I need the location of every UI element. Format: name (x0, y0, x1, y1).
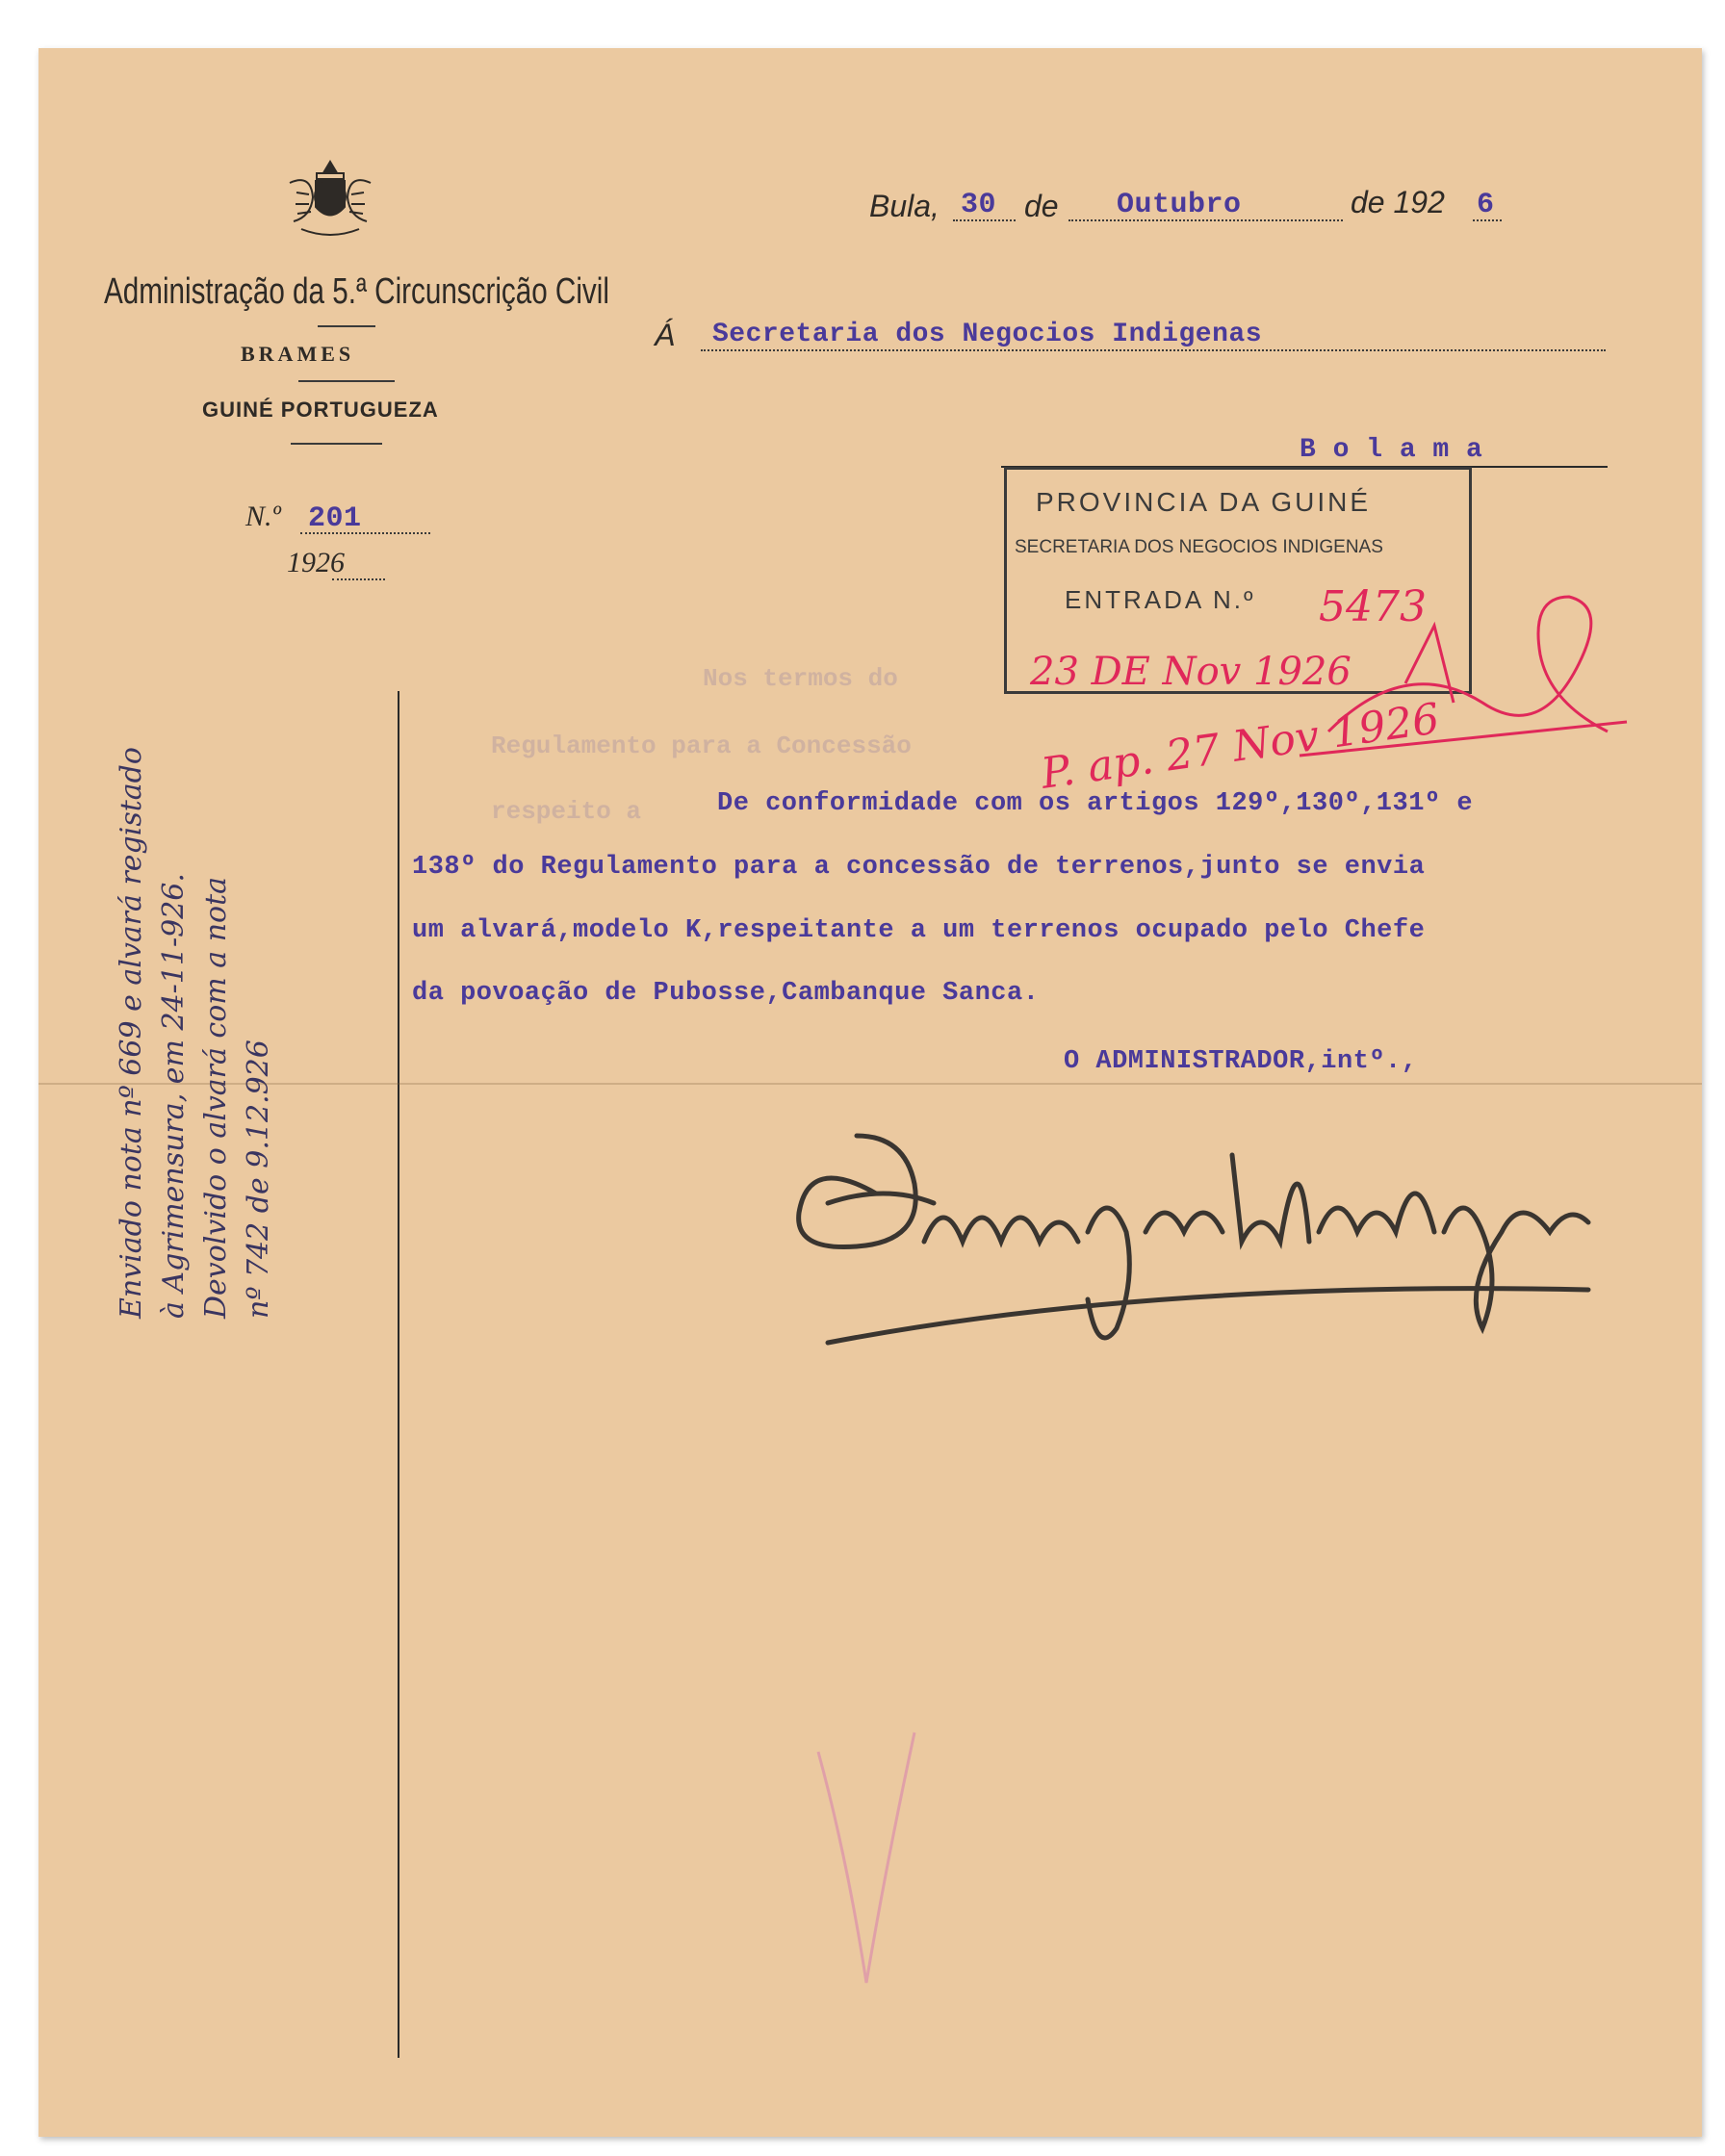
letterhead-title: Administração da 5.ª Circunscrição Civil (104, 271, 609, 312)
margin-note-line-4: nº 742 de 9.12.926 (242, 1040, 275, 1319)
year-dotted-line (332, 578, 385, 580)
margin-note (111, 747, 280, 1319)
margin-note-line-2: à Agrimensura, em 24-11-926. (157, 873, 191, 1319)
date-place: Bula, (869, 189, 940, 223)
margin-note-line-3: Devolvido o alvará com a nota (199, 876, 233, 1319)
body-line-4: da povoação de Pubosse,Cambanque Sanca. (412, 979, 1040, 1008)
margin-rule (398, 691, 399, 2058)
date-de: de (1024, 189, 1059, 223)
day-dotted-line (953, 219, 1016, 221)
stamp-line-2: SECRETARIA DOS NEGOCIOS INDIGENAS (1015, 537, 1383, 557)
document-sheet: Administração da 5.ª Circunscrição Civil BRAMES GUINÉ PORTUGUEZA N.º 201 1926 Bula, 30 de Outubro de 192 6 Á Secretaria dos Negocios Indigenas B o l a m a Nos termos do Regulamento para a Concessão respeito a PROVINCIA DA GUINÉ SECRETARIA DOS NEGOCIOS INDIGENAS ENTRADA N.º 5473 23 DE Nov 1926 P. ap. 27 Nov 1926 De conformidade com os artigos 129º,130º,131º e 138º do Regulamento para a concessão de terrenos,junto se envia um alvará,modelo K,respeitante a um terrenos ocupado pelo Chefe da povoação de Pubosse,Cambanque Sanca. O ADMINISTRADOR,intº., Enviado nota nº 669 e alvará registado à Agrimensura, em 24-11-926. Devolvido o alvará com a nota nº 742 de 9.12.926 (39, 48, 1702, 2137)
paper-fold (39, 1083, 1702, 1085)
year-digit-dotted-line (1473, 219, 1502, 221)
addressee-city: B o l a m a (1300, 435, 1483, 465)
stamp-line-1: PROVINCIA DA GUINÉ (1036, 487, 1372, 517)
addressee-prefix: Á (655, 318, 676, 352)
divider (298, 380, 395, 382)
stamp-annotation: P. ap. 27 Nov 1926 (1038, 694, 1443, 799)
signature-scribble (770, 1068, 1636, 1376)
stamp-entry-number: 5473 (1319, 582, 1427, 631)
date-day: 30 (961, 189, 997, 221)
divider (318, 325, 375, 327)
addressee-dotted-line (701, 349, 1606, 351)
district-name: BRAMES (241, 342, 355, 366)
document-number: 201 (308, 502, 362, 535)
body-line-3: um alvará,modelo K,respeitante a um terrenos ocupado pelo Chefe (412, 916, 1426, 945)
stamp-line-3: ENTRADA N.º (1065, 585, 1256, 614)
number-dotted-line (300, 532, 430, 534)
closing: O ADMINISTRADOR,intº., (1064, 1047, 1418, 1076)
body-line-2: 138º do Regulamento para a concessão de terrenos,junto se envia (412, 853, 1426, 882)
red-check-mark (809, 1713, 924, 2002)
document-year: 1926 (287, 547, 345, 578)
margin-note-line-1: Enviado nota nº 669 e alvará registado (115, 747, 148, 1319)
divider (291, 443, 382, 445)
date-month: Outubro (1117, 189, 1242, 221)
province-name: GUINÉ PORTUGUEZA (202, 398, 439, 422)
month-dotted-line (1068, 219, 1343, 221)
number-prefix: N.º (245, 500, 281, 532)
date-year-prefix: de 192 (1351, 185, 1445, 219)
date-year-digit: 6 (1477, 189, 1495, 221)
stamp-date: 23 DE Nov 1926 (1030, 650, 1352, 694)
body-line-1: De conformidade com os artigos 129º,130º,131º e (717, 789, 1474, 818)
addressee-name: Secretaria dos Negocios Indigenas (712, 320, 1262, 349)
coat-of-arms-icon (282, 154, 378, 241)
red-signature-scribble (1290, 568, 1636, 760)
